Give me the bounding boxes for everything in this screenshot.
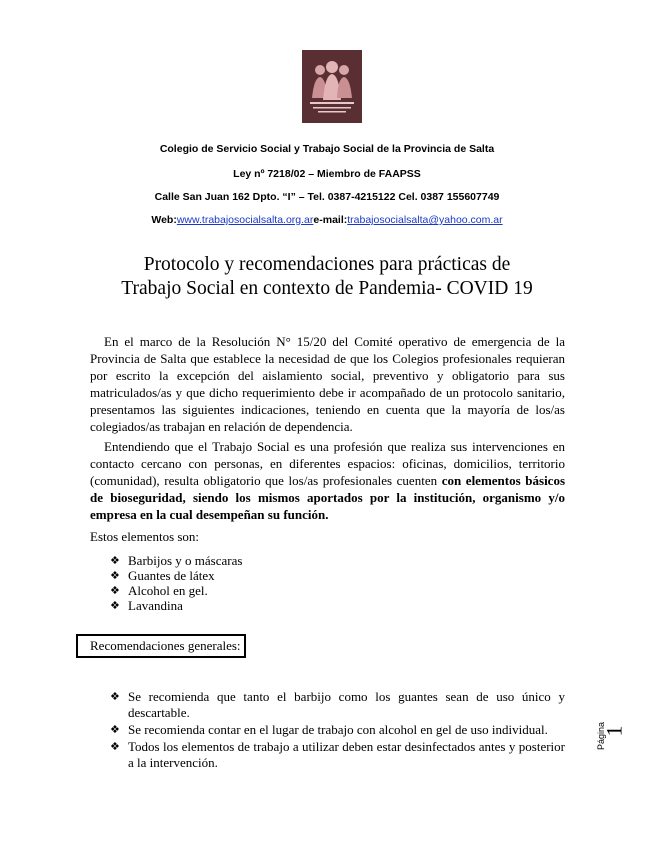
college-logo <box>302 50 362 123</box>
diamond-bullet-icon: ❖ <box>110 599 120 612</box>
diamond-bullet-icon: ❖ <box>110 740 120 753</box>
list-item: ❖ Lavandina <box>110 598 183 613</box>
recommendations-list <box>110 689 565 772</box>
list-item: ❖ Guantes de látex <box>110 568 215 583</box>
law-line: Ley nº 7218/02 – Miembro de FAAPSS <box>233 168 421 180</box>
context-text: Entendiendo que el Trabajo Social es una profesión que realiza sus intervenciones en contacto cercano con personas, en diferentes espacios: oficinas, domicilios, territorio (comunidad), resulta obligatorio que los/as profesionales cuenten <box>90 439 565 488</box>
context-bold-2: siendo los mismos aportados por la institución, organismo y/o empresa en la cual desempeñan su función. <box>90 490 565 522</box>
context-paragraph <box>90 438 565 523</box>
diamond-bullet-icon: ❖ <box>110 690 120 703</box>
elements-list <box>110 553 242 613</box>
elements-intro: Estos elementos son: <box>90 529 200 544</box>
org-name: Colegio de Servicio Social y Trabajo Social de la Provincia de Salta <box>159 143 495 155</box>
address-line: Calle San Juan 162 Dpto. “I” – Tel. 0387-4215122 Cel. 0387 155607749 <box>154 191 500 203</box>
diamond-bullet-icon: ❖ <box>110 554 120 567</box>
title-line-1: Protocolo y recomendaciones para prácticas de <box>143 254 511 275</box>
diamond-bullet-icon: ❖ <box>110 569 120 582</box>
list-item: ❖ Se recomienda contar en el lugar de trabajo con alcohol en gel de uso individual. <box>110 722 548 737</box>
website-link[interactable]: www.trabajosocialsalta.org.ar <box>176 214 314 226</box>
contact-line <box>0 214 654 226</box>
context-sep: , <box>182 490 193 505</box>
intro-paragraph: En el marco de la Resolución N° 15/20 del Comité operativo de emergencia de la Provincia de Salta que establece la necesidad de que los Colegios profesionales requieran por escrito la excepción del aislamiento social, preventivo y obligatorio para sus matriculados/as y que dicho requerimiento debe ir acompañado de un protocolo sanitario, presentamos las siguientes indicaciones, teniendo en cuenta que la mayoría de los/as colegiados/as trabajan en relación de dependencia. <box>90 334 565 434</box>
email-label: e-mail: <box>313 214 348 226</box>
list-item: ❖ Todos los elementos de trabajo a utilizar deben estar desinfectados antes y posterior a la intervención. <box>110 739 565 770</box>
list-item: ❖ Se recomienda que tanto el barbijo como los guantes sean de uso único y descartable. <box>110 689 565 720</box>
email-link[interactable]: trabajosocialsalta@yahoo.com.ar <box>347 214 503 226</box>
list-item: ❖ Barbijos y o máscaras <box>110 553 243 568</box>
context-bold-1: con elementos básicos de bioseguridad <box>90 473 566 505</box>
title-line-2: Trabajo Social en contexto de Pandemia- COVID 19 <box>121 278 533 299</box>
recommendations-heading: Recomendaciones generales: <box>76 634 246 658</box>
page-number: 1 <box>601 725 627 737</box>
diamond-bullet-icon: ❖ <box>110 723 120 736</box>
page-indicator <box>596 720 636 775</box>
diamond-bullet-icon: ❖ <box>110 584 120 597</box>
page-word: Página <box>596 721 606 750</box>
web-label: Web: <box>151 214 177 226</box>
list-item: ❖ Alcohol en gel. <box>110 583 208 598</box>
